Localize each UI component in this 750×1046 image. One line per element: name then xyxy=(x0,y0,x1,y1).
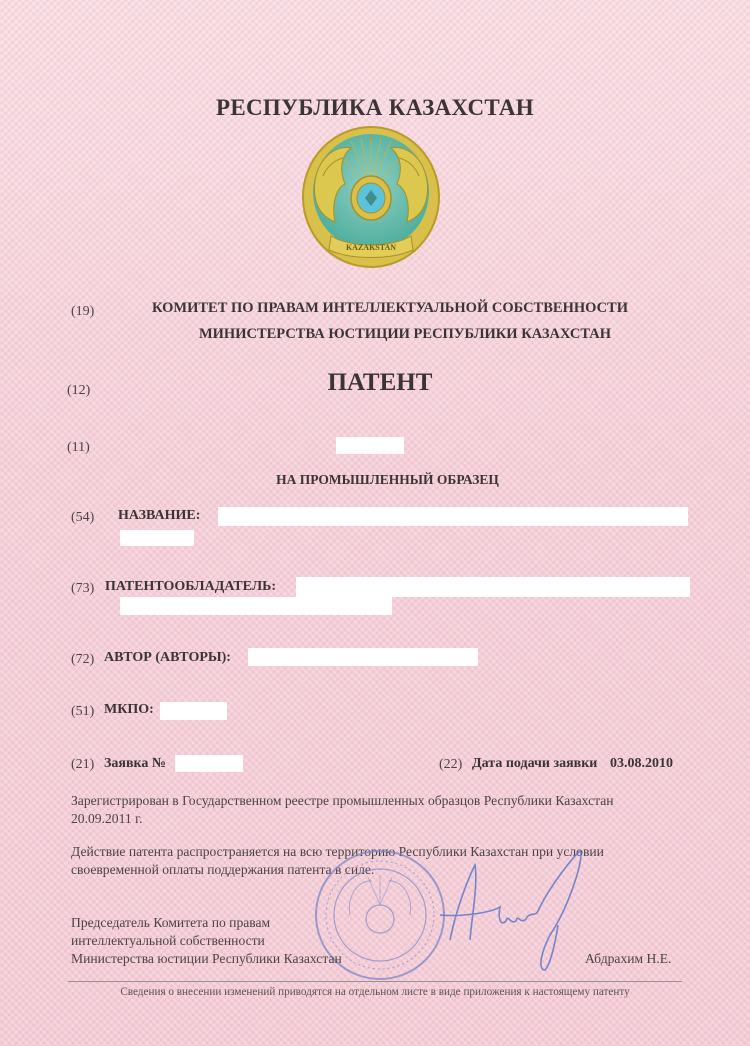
inid-code-21: (21) xyxy=(71,757,95,772)
country-title: РЕСПУБЛИКА КАЗАХСТАН xyxy=(216,95,534,120)
holder-value-line2-redacted xyxy=(120,597,392,615)
holder-value-redacted xyxy=(296,577,690,597)
signature-icon xyxy=(380,845,600,985)
document-subtitle: НА ПРОМЫШЛЕННЫЙ ОБРАЗЕЦ xyxy=(276,472,499,487)
inid-code-22: (22) xyxy=(439,757,463,772)
inid-code-54: (54) xyxy=(71,510,95,525)
issuer-line-2: МИНИСТЕРСТВА ЮСТИЦИИ РЕСПУБЛИКИ КАЗАХСТАН xyxy=(198,326,612,342)
mkpo-value-redacted xyxy=(160,702,227,720)
document-type-title: ПАТЕНТ xyxy=(327,369,433,396)
kazakhstan-state-emblem-icon xyxy=(301,126,441,268)
name-label: НАЗВАНИЕ: xyxy=(118,508,201,523)
inid-code-12: (12) xyxy=(67,383,91,398)
signatory-line-2: интеллектуальной собственности xyxy=(71,933,265,948)
patent-number-redacted xyxy=(336,437,404,454)
holder-label: ПАТЕНТООБЛАДАТЕЛЬ: xyxy=(105,579,277,594)
inid-code-72: (72) xyxy=(71,652,95,667)
inid-code-19: (19) xyxy=(71,304,95,319)
validity-line-2: своевременной оплаты поддержания патента в силе. xyxy=(71,862,375,877)
footer-divider xyxy=(68,981,682,982)
application-number-redacted xyxy=(175,755,243,772)
issuer-line-1: КОМИТЕТ ПО ПРАВАМ ИНТЕЛЛЕКТУАЛЬНОЙ СОБСТВЕННОСТИ xyxy=(151,300,629,316)
footer-note: Сведения о внесении изменений приводятся на отдельном листе в виде приложения к настоящему патенту xyxy=(120,986,630,998)
inid-code-73: (73) xyxy=(71,581,95,596)
mkpo-label: МКПО: xyxy=(104,702,154,717)
inid-code-51: (51) xyxy=(71,704,95,719)
registration-date: 20.09.2011 г. xyxy=(71,811,143,826)
emblem-label: KAZAKSTAN xyxy=(345,243,397,252)
signatory-name: Абдрахим Н.Е. xyxy=(585,951,672,966)
inid-code-11: (11) xyxy=(67,440,90,455)
signatory-line-3: Министерства юстиции Республики Казахстан xyxy=(71,951,342,966)
signatory-line-1: Председатель Комитета по правам xyxy=(71,915,271,930)
authors-label: АВТОР (АВТОРЫ): xyxy=(104,650,231,665)
validity-line-1: Действие патента распространяется на всю территорию Республики Казахстан при условии xyxy=(71,844,604,859)
registration-line-1: Зарегистрирован в Государственном реестре промышленных образцов Республики Казахстан xyxy=(71,793,614,808)
application-label: Заявка № xyxy=(104,756,166,771)
name-value-line2-redacted xyxy=(120,530,194,546)
authors-value-redacted xyxy=(248,648,478,666)
filing-date-label: Дата подачи заявки xyxy=(472,756,598,771)
name-value-redacted xyxy=(218,507,688,526)
filing-date-value: 03.08.2010 xyxy=(610,756,673,771)
